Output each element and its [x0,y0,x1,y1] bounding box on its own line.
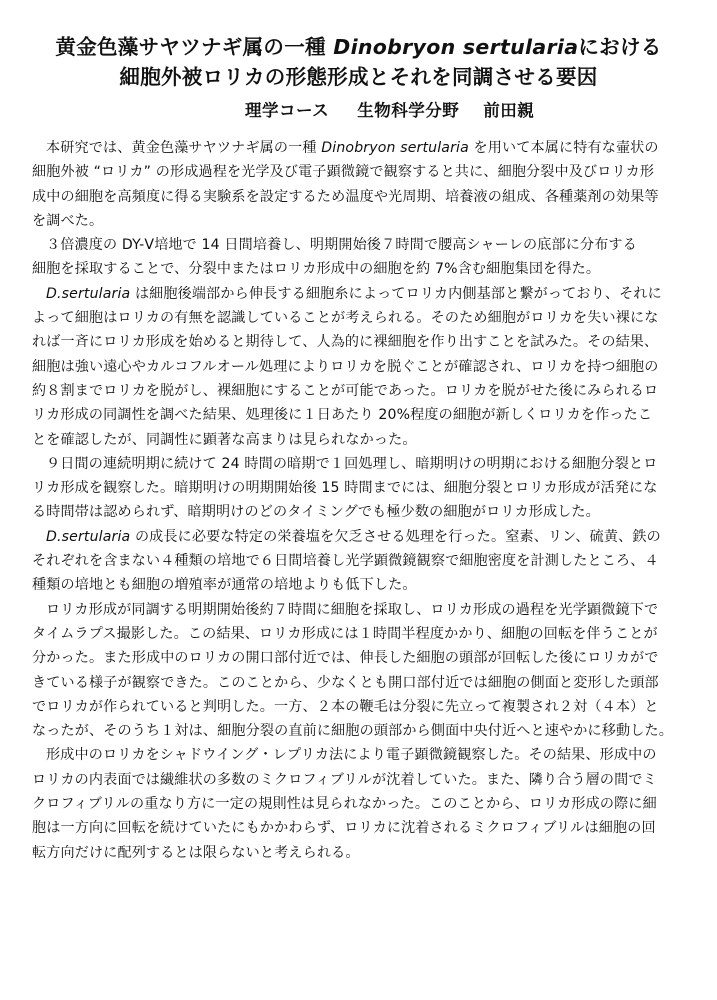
text-segment: リカ形成を観察した。暗期明けの明期開始後 15 時間までには、細胞分裂とロリカ形成が活発にな [32,480,658,497]
text-segment: を調べた。 [32,212,104,229]
text-segment: きている様子が観察できた。このことから、少なくとも開口部付近では細胞の側面と変形した頭部 [32,674,659,691]
text-line [32,136,696,160]
text-line [32,671,696,695]
text-line [32,476,696,500]
text-line [32,160,696,184]
text-line [32,355,696,379]
text-segment: とを確認したが、同調性に顕著な高まりは見られなかった。 [32,431,417,448]
text-line [32,695,696,719]
text-segment: 細胞を採取することで、分裂中またはロリカ形成中の細胞を約 7%含む細胞集団を得た。 [32,261,601,278]
text-line [32,257,696,281]
text-line [32,719,696,743]
species-name: Dinobryon sertularia [321,140,469,156]
text-segment: なったが、そのうち１対は、細胞分裂の直前に細胞の頭部から側面中央付近へと速やかに移動した。 [32,723,673,740]
text-line [32,306,696,330]
text-line [32,185,696,209]
text-segment: は細胞後端部から伸長する細胞糸によってロリカ内側基部と繋がっており、それに [130,285,662,302]
text-line [32,573,696,597]
text-line [32,282,696,306]
text-line [32,549,696,573]
field-name: 生物科学分野 [357,101,460,120]
title-suffix: における [578,35,662,59]
text-segment: タイムラプス撮影した。この結果、ロリカ形成には１時間半程度かかり、細胞の回転を伴うことが [32,625,658,642]
species-name: D.sertularia [46,528,131,545]
text-segment: 約８割までロリカを脱がし、裸細胞にすることが可能であった。ロリカを脱がせた後にみられるロ [32,382,659,399]
text-segment: 種類の培地とも細胞の増殖率が通常の培地よりも低下した。 [32,577,417,594]
text-segment: 本研究では、黄金色藻サヤツナギ属の一種 [46,140,322,156]
text-segment: リカ形成の同調性を調べた結果、処理後に１日あたり 20%程度の細胞が新しくロリカを作ったこ [32,407,653,424]
text-line [32,743,696,767]
text-line [32,792,696,816]
abstract-body [32,136,696,865]
text-line [32,233,696,257]
text-line [32,525,696,549]
text-segment: れば一斉にロリカ形成を始めると期待して、人為的に裸細胞を作り出すことを試みた。その結果、 [32,334,659,351]
text-line [32,646,696,670]
text-line [32,452,696,476]
text-line [32,816,696,840]
author-name: 前田親 [483,101,535,120]
text-segment: を用いて本属に特有な壷状の [468,140,659,156]
species-name: D.sertularia [46,285,131,302]
title-species-name: Dinobryon sertularia [333,35,579,59]
text-line [32,403,696,427]
text-segment: よって細胞はロリカの有無を認識していることが考えられる。そのため細胞がロリカを失い裸にな [32,310,659,327]
text-segment: それぞれを含まない４種類の培地で６日間培養し光学顕微鏡観察で細胞密度を計測したところ、４ [32,553,659,570]
text-segment: 転方向だけに配列するとは限らないと考えられる。 [32,844,360,861]
text-segment: 形成中のロリカをシャドウイング・レプリカ法により電子顕微鏡観察した。その結果、形成中の [46,747,657,764]
text-line [32,622,696,646]
text-segment: でロリカが作られていると判明した。一方、２本の鞭毛は分裂に先立って複製され２対（４本）と [32,698,659,715]
text-segment: 成中の細胞を高頻度に得る実験系を設定するため温度や光周期、培養液の組成、各種薬剤の効果等 [32,188,659,205]
course-name: 理学コース [245,101,330,120]
text-segment: 分かった。また形成中のロリカの開口部付近では、伸長した細胞の頭部が回転した後にロリカがで [32,650,659,667]
text-line [32,841,696,865]
text-segment: ９日間の連続明期に続けて 24 時間の暗期で１回処理し、暗期明けの明期における細胞分裂とロ [46,455,658,472]
text-segment: の成長に必要な特定の栄養塩を欠乏させる処理を行った。窒素、リン、硫黄、鉄の [130,528,661,545]
text-segment: 細胞外被 “ロリカ” の形成過程を光学及び電子顕微鏡で観察すると共に、細胞分裂中及びロリカ形 [32,164,655,181]
text-segment: ３倍濃度の DY-Ⅴ培地で 14 日間培養し、明期開始後７時間で腰高シャーレの底部に分布する [46,237,637,254]
text-segment: 細胞は強い遠心やカルコフルオール処理によりロリカを脱ぐことが確認され、ロリカを持つ細胞の [32,358,659,375]
title-prefix: 黄金色藻サヤツナギ属の一種 [55,35,334,59]
text-segment: る時間帯は認められず、暗期明けのどのタイミングでも極少数の細胞がロリカ形成した。 [32,504,600,521]
text-line [32,500,696,524]
title-line-1 [0,30,717,60]
author-affiliation [245,97,534,121]
text-segment: ロリカ形成が同調する明期開始後約７時間に細胞を採取し、ロリカ形成の過程を光学顕微鏡下で [46,601,659,618]
text-line [32,428,696,452]
text-segment: ロリカの内表面では繊維状の多数のミクロフィブリルが沈着していた。また、隣り合う層の間でミ [32,771,657,788]
text-line [32,330,696,354]
text-line [32,768,696,792]
text-segment: クロフィブリルの重なり方に一定の規則性は見られなかった。このことから、ロリカ形成の際に細 [32,796,657,813]
text-line [32,209,696,233]
text-line [32,598,696,622]
text-segment: 胞は一方向に回転を続けていたにもかかわらず、ロリカに沈着されるミクロフィブリルは細胞の回 [32,820,656,837]
title-line-2: 細胞外被ロリカの形態形成とそれを同調させる要因 [119,65,598,89]
text-line [32,379,696,403]
